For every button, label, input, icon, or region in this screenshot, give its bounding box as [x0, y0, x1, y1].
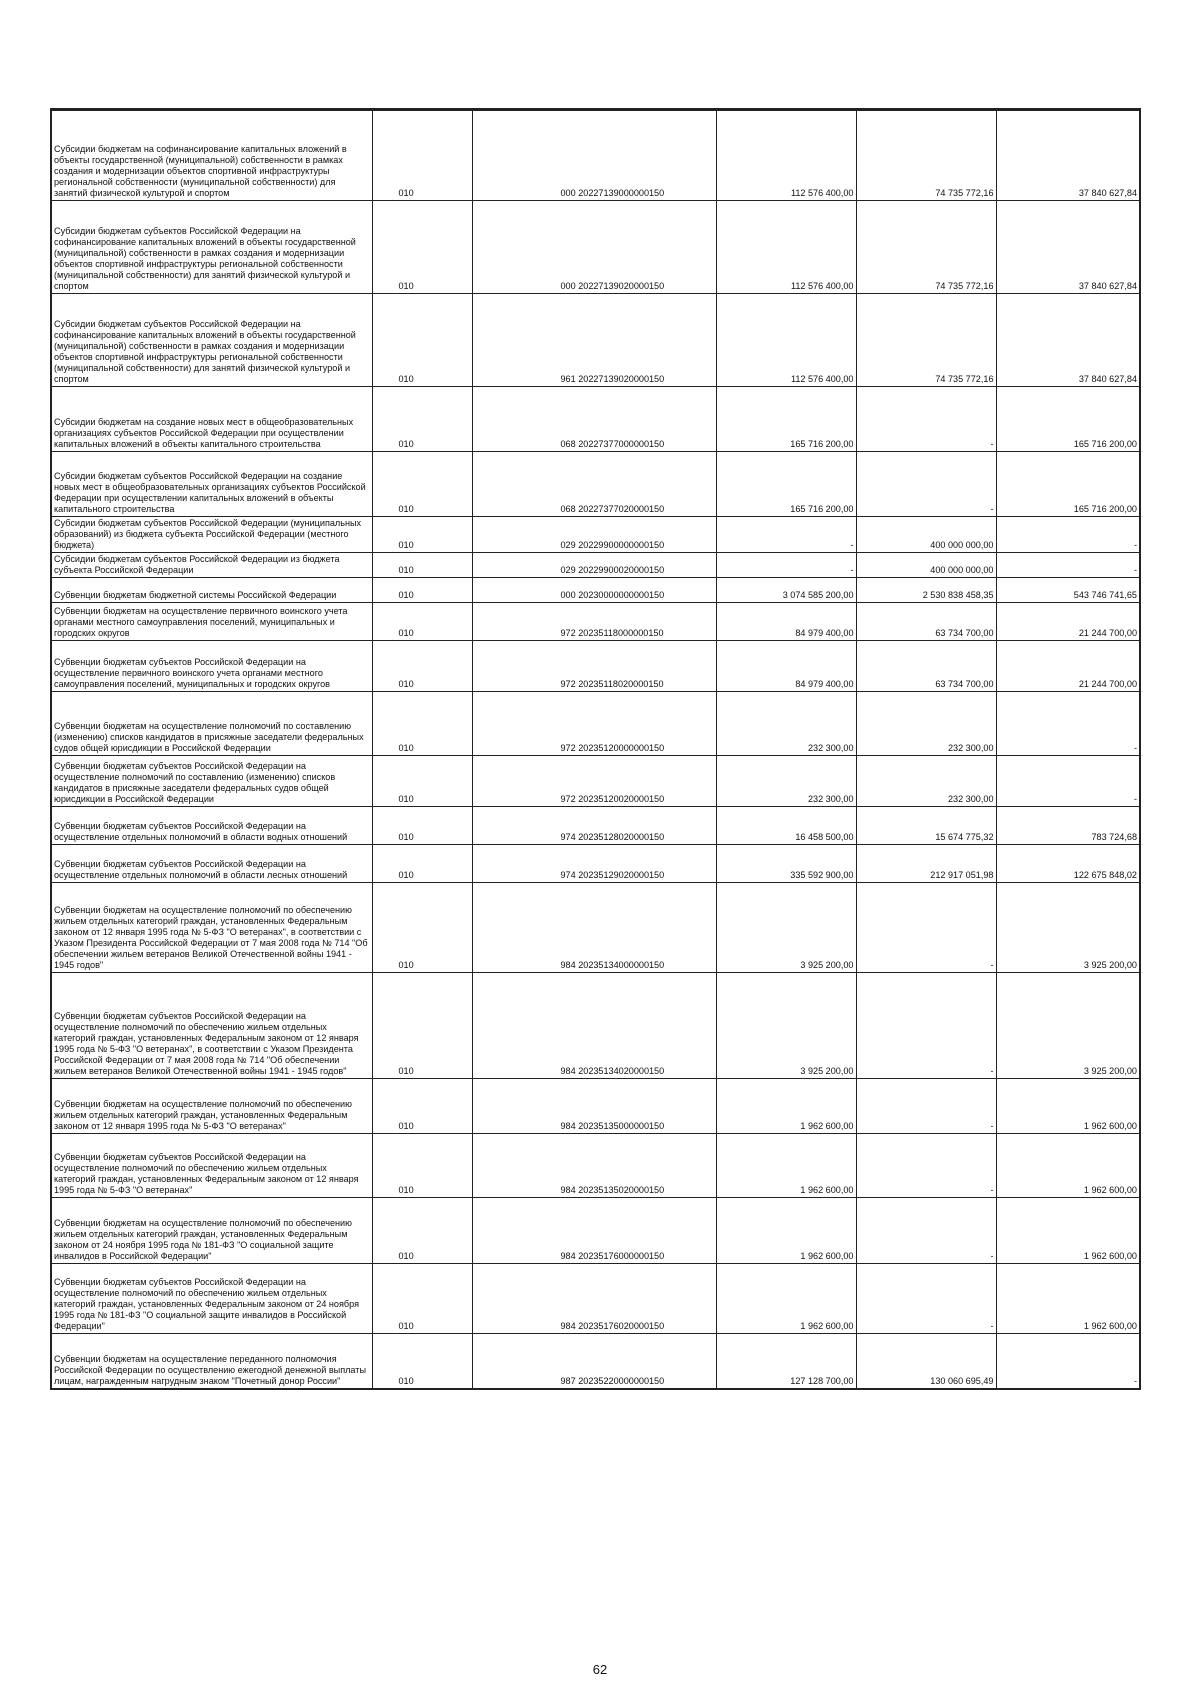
line-code-cell: 010 — [372, 1079, 472, 1134]
table-row — [51, 517, 1140, 553]
table-body — [51, 109, 1140, 1389]
income-code-cell: 984 20235135020000150 — [472, 1134, 716, 1198]
table-row — [51, 201, 1140, 294]
income-name-cell: Субвенции бюджетам на осуществление переданного полномочия Российской Федерации по осуществлению ежегодной денежной выплаты лицам, награжденным нагрудным знаком "Почетный донор России" — [51, 1334, 372, 1389]
income-code-cell: 961 20227139020000150 — [472, 294, 716, 387]
approved-amount-cell: 1 962 600,00 — [716, 1079, 856, 1134]
line-code-cell: 010 — [372, 1264, 472, 1334]
income-name-cell: Субвенции бюджетам субъектов Российской Федерации на осуществление отдельных полномочий в области водных отношений — [51, 807, 372, 845]
income-code-cell: 974 20235128020000150 — [472, 807, 716, 845]
executed-amount-cell: - — [856, 1134, 996, 1198]
approved-amount-cell: 84 979 400,00 — [716, 603, 856, 641]
approved-amount-cell: 3 925 200,00 — [716, 883, 856, 973]
remaining-amount-cell: 21 244 700,00 — [996, 641, 1140, 692]
executed-amount-cell: - — [856, 1079, 996, 1134]
income-name-cell: Субсидии бюджетам субъектов Российской Федерации (муниципальных образований) из бюджета субъекта Российской Федерации (местного бюджета) — [51, 517, 372, 553]
line-code-cell: 010 — [372, 1198, 472, 1264]
income-name-cell: Субвенции бюджетам субъектов Российской Федерации на осуществление полномочий по обеспечению жильем отдельных категорий граждан, установленных Федеральным законом от 12 января 1995 года № 5-ФЗ "О ветеранах", в соответствии с Указом Президента Российской Федерации от 7 мая 2008 года № 714 "Об обеспечении жильем ветеранов Великой Отечественной войны 1941 - 1945 годов" — [51, 973, 372, 1079]
approved-amount-cell: 3 925 200,00 — [716, 973, 856, 1079]
income-code-cell: 000 20227139020000150 — [472, 201, 716, 294]
remaining-amount-cell: 37 840 627,84 — [996, 111, 1140, 201]
executed-amount-cell: 74 735 772,16 — [856, 294, 996, 387]
remaining-amount-cell: 165 716 200,00 — [996, 387, 1140, 452]
remaining-amount-cell: 3 925 200,00 — [996, 883, 1140, 973]
table-row — [51, 883, 1140, 973]
income-code-cell: 972 20235118020000150 — [472, 641, 716, 692]
line-code-cell: 010 — [372, 1334, 472, 1389]
table-row — [51, 578, 1140, 603]
executed-amount-cell: 212 917 051,98 — [856, 845, 996, 883]
line-code-cell: 010 — [372, 603, 472, 641]
income-name-cell: Субсидии бюджетам субъектов Российской Федерации на создание новых мест в общеобразовательных организациях субъектов Российской Федерации при осуществлении капитальных вложений в объекты капитального строительства — [51, 452, 372, 517]
income-code-cell: 000 20230000000000150 — [472, 578, 716, 603]
income-code-cell: 972 20235120020000150 — [472, 756, 716, 807]
remaining-amount-cell: 165 716 200,00 — [996, 452, 1140, 517]
income-code-cell: 974 20235129020000150 — [472, 845, 716, 883]
income-code-cell: 068 20227377020000150 — [472, 452, 716, 517]
remaining-amount-cell: - — [996, 756, 1140, 807]
income-name-cell: Субсидии бюджетам субъектов Российской Федерации из бюджета субъекта Российской Федерации — [51, 553, 372, 578]
executed-amount-cell: 15 674 775,32 — [856, 807, 996, 845]
approved-amount-cell: 232 300,00 — [716, 756, 856, 807]
approved-amount-cell: 127 128 700,00 — [716, 1334, 856, 1389]
line-code-cell: 010 — [372, 111, 472, 201]
remaining-amount-cell: 1 962 600,00 — [996, 1264, 1140, 1334]
approved-amount-cell: 1 962 600,00 — [716, 1264, 856, 1334]
executed-amount-cell: 63 734 700,00 — [856, 603, 996, 641]
table-row — [51, 553, 1140, 578]
executed-amount-cell: - — [856, 973, 996, 1079]
approved-amount-cell: 165 716 200,00 — [716, 387, 856, 452]
income-name-cell: Субсидии бюджетам на создание новых мест в общеобразовательных организациях субъектов Российской Федерации при осуществлении капитальных вложений в объекты капитального строительства — [51, 387, 372, 452]
line-code-cell: 010 — [372, 756, 472, 807]
line-code-cell: 010 — [372, 973, 472, 1079]
income-name-cell: Субвенции бюджетам бюджетной системы Российской Федерации — [51, 578, 372, 603]
table-row — [51, 692, 1140, 756]
executed-amount-cell: 2 530 838 458,35 — [856, 578, 996, 603]
executed-amount-cell: - — [856, 1198, 996, 1264]
executed-amount-cell: 232 300,00 — [856, 756, 996, 807]
table-row — [51, 807, 1140, 845]
remaining-amount-cell: - — [996, 1334, 1140, 1389]
approved-amount-cell: 112 576 400,00 — [716, 201, 856, 294]
table-row — [51, 452, 1140, 517]
executed-amount-cell: - — [856, 1264, 996, 1334]
line-code-cell: 010 — [372, 553, 472, 578]
executed-amount-cell: 74 735 772,16 — [856, 111, 996, 201]
line-code-cell: 010 — [372, 845, 472, 883]
income-name-cell: Субвенции бюджетам субъектов Российской Федерации на осуществление полномочий по обеспечению жильем отдельных категорий граждан, установленных Федеральным законом от 24 ноября 1995 года № 181-ФЗ "О социальной защите инвалидов в Российской Федерации" — [51, 1264, 372, 1334]
income-code-cell: 029 20229900000000150 — [472, 517, 716, 553]
approved-amount-cell: 335 592 900,00 — [716, 845, 856, 883]
income-code-cell: 984 20235176020000150 — [472, 1264, 716, 1334]
executed-amount-cell: 232 300,00 — [856, 692, 996, 756]
executed-amount-cell: 400 000 000,00 — [856, 553, 996, 578]
remaining-amount-cell: 1 962 600,00 — [996, 1134, 1140, 1198]
line-code-cell: 010 — [372, 578, 472, 603]
approved-amount-cell: 232 300,00 — [716, 692, 856, 756]
executed-amount-cell: - — [856, 452, 996, 517]
approved-amount-cell: - — [716, 553, 856, 578]
table-row — [51, 387, 1140, 452]
line-code-cell: 010 — [372, 641, 472, 692]
approved-amount-cell: 1 962 600,00 — [716, 1134, 856, 1198]
approved-amount-cell: - — [716, 517, 856, 553]
remaining-amount-cell: 1 962 600,00 — [996, 1198, 1140, 1264]
approved-amount-cell: 165 716 200,00 — [716, 452, 856, 517]
income-name-cell: Субвенции бюджетам субъектов Российской Федерации на осуществление первичного воинского учета органами местного самоуправления поселений, муниципальных и городских округов — [51, 641, 372, 692]
income-code-cell: 972 20235120000000150 — [472, 692, 716, 756]
page-number: 62 — [592, 1662, 608, 1677]
table-row — [51, 1079, 1140, 1134]
executed-amount-cell: 400 000 000,00 — [856, 517, 996, 553]
income-name-cell: Субвенции бюджетам субъектов Российской Федерации на осуществление полномочий по составлению (изменению) списков кандидатов в присяжные заседатели федеральных судов общей юрисдикции в Российской Федерации — [51, 756, 372, 807]
executed-amount-cell: 74 735 772,16 — [856, 201, 996, 294]
line-code-cell: 010 — [372, 452, 472, 517]
remaining-amount-cell: 543 746 741,65 — [996, 578, 1140, 603]
line-code-cell: 010 — [372, 387, 472, 452]
approved-amount-cell: 16 458 500,00 — [716, 807, 856, 845]
income-code-cell: 984 20235135000000150 — [472, 1079, 716, 1134]
executed-amount-cell: - — [856, 883, 996, 973]
remaining-amount-cell: 122 675 848,02 — [996, 845, 1140, 883]
approved-amount-cell: 1 962 600,00 — [716, 1198, 856, 1264]
executed-amount-cell: 130 060 695,49 — [856, 1334, 996, 1389]
budget-income-table — [50, 108, 1141, 1390]
income-code-cell: 987 20235220000000150 — [472, 1334, 716, 1389]
approved-amount-cell: 84 979 400,00 — [716, 641, 856, 692]
line-code-cell: 010 — [372, 692, 472, 756]
table-row — [51, 641, 1140, 692]
income-name-cell: Субвенции бюджетам на осуществление полномочий по обеспечению жильем отдельных категорий граждан, установленных Федеральным законом от 12 января 1995 года № 5-ФЗ "О ветеранах", в соответствии с Указом Президента Российской Федерации от 7 мая 2008 года № 714 "Об обеспечении жильем ветеранов Великой Отечественной войны 1941 - 1945 годов" — [51, 883, 372, 973]
table-row — [51, 294, 1140, 387]
line-code-cell: 010 — [372, 517, 472, 553]
income-code-cell: 000 20227139000000150 — [472, 111, 716, 201]
income-name-cell: Субсидии бюджетам на софинансирование капитальных вложений в объекты государственной (муниципальной) собственности в рамках создания и модернизации объектов спортивной инфраструктуры региональной собственности (муниципальной собственности) для занятий физической культурой и спортом — [51, 111, 372, 201]
table-row — [51, 1264, 1140, 1334]
remaining-amount-cell: 783 724,68 — [996, 807, 1140, 845]
remaining-amount-cell: - — [996, 692, 1140, 756]
income-code-cell: 984 20235134000000150 — [472, 883, 716, 973]
income-name-cell: Субвенции бюджетам субъектов Российской Федерации на осуществление полномочий по обеспечению жильем отдельных категорий граждан, установленных Федеральным законом от 12 января 1995 года № 5-ФЗ "О ветеранах" — [51, 1134, 372, 1198]
executed-amount-cell: - — [856, 387, 996, 452]
income-code-cell: 984 20235176000000150 — [472, 1198, 716, 1264]
income-code-cell: 984 20235134020000150 — [472, 973, 716, 1079]
income-name-cell: Субсидии бюджетам субъектов Российской Федерации на софинансирование капитальных вложений в объекты государственной (муниципальной) собственности в рамках создания и модернизации объектов спортивной инфраструктуры региональной собственности (муниципальной собственности) для занятий физической культурой и спортом — [51, 201, 372, 294]
executed-amount-cell: 63 734 700,00 — [856, 641, 996, 692]
income-name-cell: Субвенции бюджетам на осуществление первичного воинского учета органами местного самоуправления поселений, муниципальных и городских округов — [51, 603, 372, 641]
income-code-cell: 068 20227377000000150 — [472, 387, 716, 452]
remaining-amount-cell: - — [996, 517, 1140, 553]
table-row — [51, 1198, 1140, 1264]
table-row — [51, 756, 1140, 807]
income-name-cell: Субвенции бюджетам субъектов Российской Федерации на осуществление отдельных полномочий в области лесных отношений — [51, 845, 372, 883]
table-row — [51, 111, 1140, 201]
income-name-cell: Субвенции бюджетам на осуществление полномочий по обеспечению жильем отдельных категорий граждан, установленных Федеральным законом от 12 января 1995 года № 5-ФЗ "О ветеранах" — [51, 1079, 372, 1134]
approved-amount-cell: 112 576 400,00 — [716, 111, 856, 201]
remaining-amount-cell: 3 925 200,00 — [996, 973, 1140, 1079]
remaining-amount-cell: 37 840 627,84 — [996, 201, 1140, 294]
approved-amount-cell: 112 576 400,00 — [716, 294, 856, 387]
approved-amount-cell: 3 074 585 200,00 — [716, 578, 856, 603]
income-name-cell: Субвенции бюджетам на осуществление полномочий по обеспечению жильем отдельных категорий граждан, установленных Федеральным законом от 24 ноября 1995 года № 181-ФЗ "О социальной защите инвалидов в Российской Федерации" — [51, 1198, 372, 1264]
remaining-amount-cell: - — [996, 553, 1140, 578]
remaining-amount-cell: 21 244 700,00 — [996, 603, 1140, 641]
remaining-amount-cell: 37 840 627,84 — [996, 294, 1140, 387]
table-row — [51, 845, 1140, 883]
table-row — [51, 1334, 1140, 1389]
line-code-cell: 010 — [372, 294, 472, 387]
table-row — [51, 973, 1140, 1079]
line-code-cell: 010 — [372, 1134, 472, 1198]
line-code-cell: 010 — [372, 807, 472, 845]
table-row — [51, 603, 1140, 641]
income-code-cell: 029 20229900020000150 — [472, 553, 716, 578]
remaining-amount-cell: 1 962 600,00 — [996, 1079, 1140, 1134]
income-name-cell: Субвенции бюджетам на осуществление полномочий по составлению (изменению) списков кандидатов в присяжные заседатели федеральных судов общей юрисдикции в Российской Федерации — [51, 692, 372, 756]
line-code-cell: 010 — [372, 883, 472, 973]
income-name-cell: Субсидии бюджетам субъектов Российской Федерации на софинансирование капитальных вложений в объекты государственной (муниципальной) собственности в рамках создания и модернизации объектов спортивной инфраструктуры региональной собственности (муниципальной собственности) для занятий физической культурой и спортом — [51, 294, 372, 387]
line-code-cell: 010 — [372, 201, 472, 294]
table-row — [51, 1134, 1140, 1198]
income-code-cell: 972 20235118000000150 — [472, 603, 716, 641]
